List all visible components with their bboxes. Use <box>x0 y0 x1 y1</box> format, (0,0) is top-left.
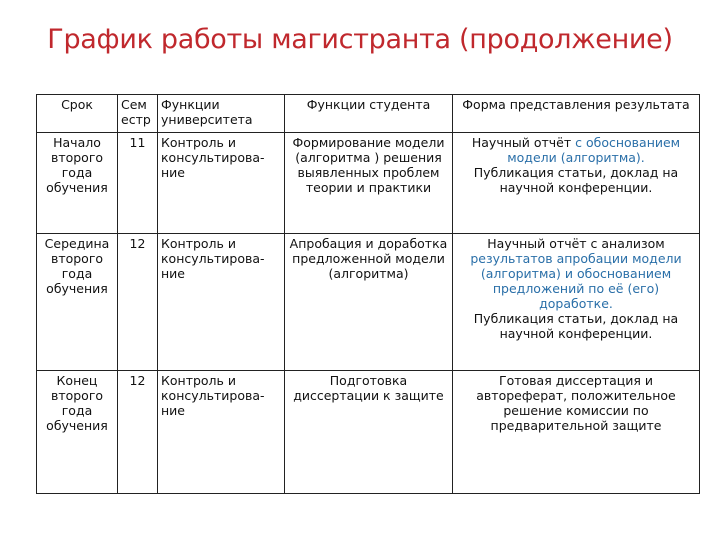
result-publication-text: Публикация статьи, доклад на научной конференции. <box>473 165 679 195</box>
cell-term: Середина второго года обучения <box>37 234 118 371</box>
header-university-functions: Функции университета <box>158 95 285 133</box>
header-result-form: Форма представления результата <box>453 95 700 133</box>
table-row <box>37 371 700 494</box>
cell-semester: 12 <box>118 371 158 494</box>
result-highlight-text: с обоснованием модели (алгоритма). <box>507 135 681 165</box>
cell-university-functions: Контроль и консультирова-ние <box>158 371 285 494</box>
cell-student-functions: Апробация и доработка предложенной модели (алгоритма) <box>285 234 453 371</box>
cell-term: Конец второго года обучения <box>37 371 118 494</box>
result-publication-text: Публикация статьи, доклад на научной конференции. <box>473 311 679 341</box>
cell-university-functions: Контроль и консультирова-ние <box>158 234 285 371</box>
schedule-table <box>36 94 700 494</box>
result-text: Готовая диссертация и автореферат, положительное решение комиссии по предварительной защите <box>476 373 676 433</box>
cell-semester: 11 <box>118 133 158 234</box>
cell-university-functions: Контроль и консультирова-ние <box>158 133 285 234</box>
result-highlight-text: результатов апробации модели (алгоритма) и обоснованием предложений по её (его) доработке. <box>470 251 682 311</box>
cell-result-form <box>453 371 700 494</box>
page-title: График работы магистранта (продолжение) <box>47 24 673 55</box>
cell-term: Начало второго года обучения <box>37 133 118 234</box>
header-semester: Сем естр <box>118 95 158 133</box>
table-row <box>37 234 700 371</box>
cell-student-functions: Формирование модели (алгоритма ) решения выявленных проблем теории и практики <box>285 133 453 234</box>
header-student-functions: Функции студента <box>285 95 453 133</box>
cell-result-form <box>453 133 700 234</box>
header-term: Срок <box>37 95 118 133</box>
cell-student-functions: Подготовка диссертации к защите <box>285 371 453 494</box>
result-text: Научный отчёт <box>471 135 576 150</box>
cell-semester: 12 <box>118 234 158 371</box>
table-header-row <box>37 95 700 133</box>
table-row <box>37 133 700 234</box>
result-text: Научный отчёт с анализом <box>487 236 665 251</box>
cell-result-form <box>453 234 700 371</box>
